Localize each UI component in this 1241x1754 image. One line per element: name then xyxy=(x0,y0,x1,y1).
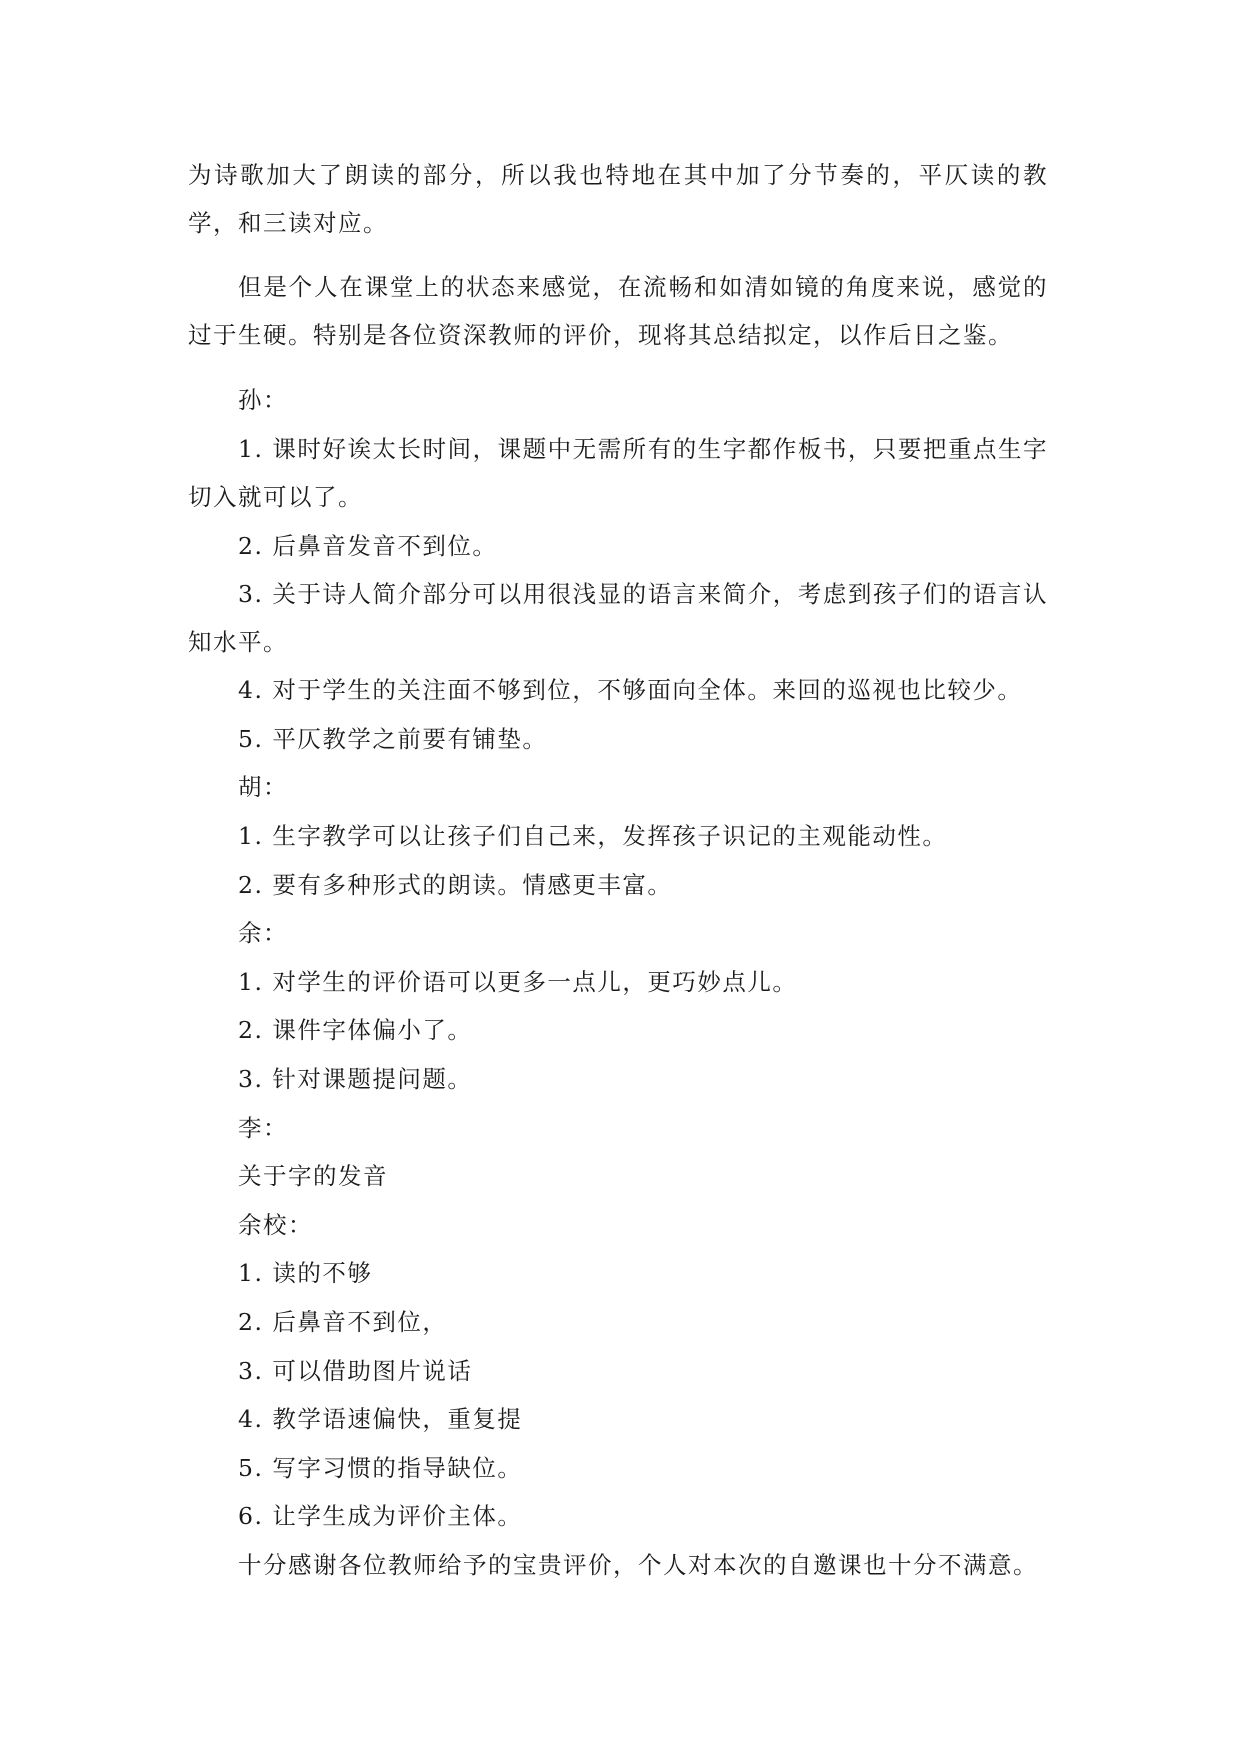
li-comment-1: 关于字的发音 xyxy=(238,1162,388,1191)
principal-comment-6: 6. 让学生成为评价主体。 xyxy=(238,1502,523,1531)
yu-comment-3: 3. 针对课题提问题。 xyxy=(238,1064,473,1093)
principal-comment-4: 4. 教学语速偏快，重复提 xyxy=(238,1405,523,1434)
sun-comment-3: 3. 关于诗人简介部分可以用很浅显的语言来简介，考虑到孩子们的语言认知水平。 xyxy=(188,580,1048,657)
reviewer-hu-heading: 胡： xyxy=(238,773,288,802)
principal-comment-5: 5. 写字习惯的指导缺位。 xyxy=(238,1453,523,1482)
sun-comment-5: 5. 平仄教学之前要有铺垫。 xyxy=(238,724,548,753)
paragraph-reflection: 但是个人在课堂上的状态来感觉，在流畅和如清如镜的角度来说，感觉的过于生硬。特别是各位资深教师的评价，现将其总结拟定，以作后日之鉴。 xyxy=(188,273,1048,349)
reviewer-principal-yu-heading: 余校： xyxy=(238,1210,313,1239)
paragraph-intro: 为诗歌加大了朗读的部分，所以我也特地在其中加了分节奏的，平仄读的教学，和三读对应。 xyxy=(188,161,1048,237)
reviewer-yu-heading: 余： xyxy=(238,919,288,948)
closing-remark: 十分感谢各位教师给予的宝贵评价，个人对本次的自邀课也十分不满意。 xyxy=(238,1550,1038,1579)
yu-comment-1: 1. 对学生的评价语可以更多一点儿，更巧妙点儿。 xyxy=(238,967,798,996)
principal-comment-2: 2. 后鼻音不到位， xyxy=(238,1307,448,1336)
principal-comment-3: 3. 可以借助图片说话 xyxy=(238,1356,473,1385)
sun-comment-1: 1. 课时好诶太长时间，课题中无需所有的生字都作板书，只要把重点生字切入就可以了。 xyxy=(188,434,1048,511)
document-body xyxy=(188,152,1048,1589)
reviewer-li-heading: 李： xyxy=(238,1113,288,1142)
yu-comment-2: 2. 课件字体偏小了。 xyxy=(238,1016,473,1045)
principal-comment-1: 1. 读的不够 xyxy=(238,1259,373,1288)
hu-comment-1: 1. 生字教学可以让孩子们自己来，发挥孩子识记的主观能动性。 xyxy=(238,821,948,850)
reviewer-sun-heading: 孙： xyxy=(238,386,288,414)
sun-comment-4: 4. 对于学生的关注面不够到位，不够面向全体。来回的巡视也比较少。 xyxy=(238,676,1023,705)
sun-comment-2: 2. 后鼻音发音不到位。 xyxy=(238,531,498,560)
hu-comment-2: 2. 要有多种形式的朗读。情感更丰富。 xyxy=(238,870,673,899)
